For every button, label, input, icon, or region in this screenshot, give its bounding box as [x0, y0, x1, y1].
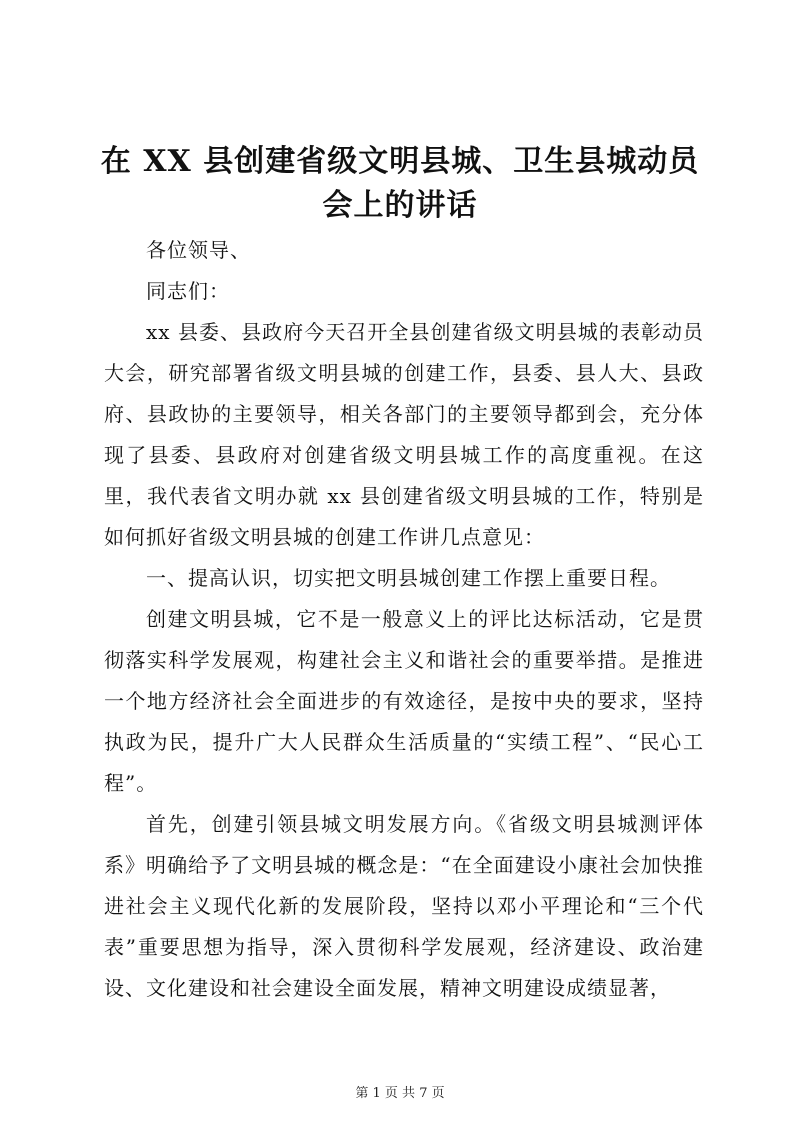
salutation-leaders: 各位领导、 [146, 238, 251, 262]
page-number-footer: 第 1 页 共 7 页 [355, 1086, 445, 1101]
document-title: 在 XX 县创建省级文明县城、卫生县城动员会上的讲话 [100, 144, 700, 223]
salutation-comrades: 同志们： [146, 279, 230, 303]
paragraph-first-point: 首先，创建引领县城文明发展方向。《省级文明县城测评体系》明确给予了文明县城的概念是：“在全面建设小康社会加快推进社会主义现代化新的发展阶段，坚持以邓小平理论和“三个代表”重要思想为指导，深入贯彻科学发展观，经济建设、政治建设、文化建设和社会建设全面发展，精神文明建设成绩显著， [104, 812, 704, 1000]
section-heading-1: 一、提高认识，切实把文明县城创建工作摆上重要日程。 [146, 566, 671, 590]
document-body [104, 230, 704, 1009]
paragraph-significance: 创建文明县城，它不是一般意义上的评比达标活动，它是贯彻落实科学发展观，构建社会主义和谐社会的重要举措。是推进一个地方经济社会全面进步的有效途径，是按中央的要求，坚持执政为民，提升广大人民群众生活质量的“实绩工程”、“民心工程”。 [104, 607, 704, 795]
paragraph-intro: xx 县委、县政府今天召开全县创建省级文明县城的表彰动员大会，研究部署省级文明县城的创建工作，县委、县人大、县政府、县政协的主要领导，相关各部门的主要领导都到会，充分体现了县委、县政府对创建省级文明县城工作的高度重视。在这里，我代表省文明办就 xx 县创建省级文明县城的工作，特别是如何抓好省级文明县城的创建工作讲几点意见： [104, 320, 704, 549]
